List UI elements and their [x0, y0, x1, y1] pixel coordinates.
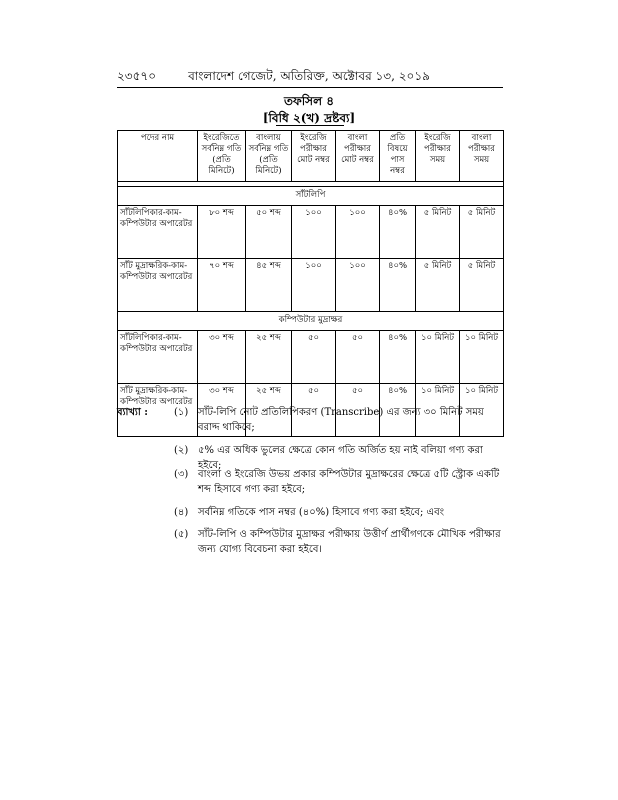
note-item	[174, 406, 503, 436]
section-title: সাঁটলিপি	[118, 187, 504, 206]
header-english-speed: ইংরেজিতে সর্বনিম্ন গতি (প্রতি মিনিটে)	[198, 131, 246, 182]
pass-marks-cell: ৪০%	[380, 259, 416, 312]
bangla-marks-cell: ১০০	[336, 259, 380, 312]
page-number: ২৩৫৭০	[117, 69, 156, 83]
bangla-speed-cell: ২৫ শব্দ	[246, 384, 292, 437]
table-row	[118, 206, 504, 259]
note-item	[174, 528, 503, 558]
bangla-marks-cell: ৫০	[336, 384, 380, 437]
english-speed-cell: ৩০ শব্দ	[198, 331, 246, 384]
post-name-cell: সাঁটলিপিকার-কাম-কম্পিউটার অপারেটর	[118, 331, 198, 384]
note-number: (৪)	[174, 507, 189, 518]
note-number: (৩)	[174, 469, 189, 480]
header-post-name: পদের নাম	[118, 131, 198, 182]
bangla-marks-cell: ১০০	[336, 206, 380, 259]
header-english-total-marks: ইংরেজি পরীক্ষার মোট নম্বর	[292, 131, 336, 182]
header-bangla-total-marks: বাংলা পরীক্ষার মোট নম্বর	[336, 131, 380, 182]
bangla-time-cell: ৫ মিনিট	[460, 206, 504, 259]
post-name-cell: সাঁট মুদ্রাক্ষরিক-কাম- কম্পিউটার অপারেটর	[118, 259, 198, 312]
english-time-cell: ৫ মিনিট	[416, 259, 460, 312]
bangla-speed-cell: ৪৫ শব্দ	[246, 259, 292, 312]
english-marks-cell: ৫০	[292, 331, 336, 384]
english-time-cell: ১০ মিনিট	[416, 331, 460, 384]
schedule-table	[117, 130, 504, 437]
notes-label: ব্যাখ্যা :	[117, 407, 148, 418]
section-row-computer-typing	[118, 312, 504, 331]
schedule-reference: [বিধি ২(খ) দ্রষ্টব্য]	[262, 111, 356, 125]
running-header: বাংলাদেশ গেজেট, অতিরিক্ত, অক্টোবর ১৩, ২০১৯	[188, 69, 430, 83]
note-text: সাঁট-লিপি ও কম্পিউটার মুদ্রাক্ষর পরীক্ষায় উত্তীর্ণ প্রার্থীগণকে মৌখিক পরীক্ষার জন্য যোগ্য বিবেচনা করা হইবে।	[198, 529, 501, 555]
header-bangla-speed: বাংলায় সর্বনিম্ন গতি (প্রতি মিনিটে)	[246, 131, 292, 182]
english-time-cell: ৫ মিনিট	[416, 206, 460, 259]
pass-marks-cell: ৪০%	[380, 331, 416, 384]
note-item	[174, 468, 503, 498]
post-name-cell: সাঁট মুদ্রাক্ষরিক-কাম-কম্পিউটার অপারেটর	[118, 384, 198, 437]
bangla-time-cell: ১০ মিনিট	[460, 384, 504, 437]
english-marks-cell: ১০০	[292, 206, 336, 259]
note-number: (২)	[174, 445, 189, 456]
table-row	[118, 259, 504, 312]
note-item	[174, 444, 503, 471]
section-row-shorthand	[118, 187, 504, 206]
section-title: কম্পিউটার মুদ্রাক্ষর	[118, 312, 504, 331]
note-number: (১)	[174, 407, 189, 418]
bangla-time-cell: ৫ মিনিট	[460, 259, 504, 312]
header-bangla-time: বাংলা পরীক্ষার সময়	[460, 131, 504, 182]
english-time-cell: ১০ মিনিট	[416, 384, 460, 437]
pass-marks-cell: ৪০%	[380, 384, 416, 437]
english-speed-cell: ৮০ শব্দ	[198, 206, 246, 259]
reference-underline	[276, 125, 344, 126]
english-speed-cell: ৭০ শব্দ	[198, 259, 246, 312]
post-name-cell: সাঁটলিপিকার-কাম-কম্পিউটার অপারেটর	[118, 206, 198, 259]
table-header-row	[118, 131, 504, 182]
note-text: বাংলা ও ইংরেজি উভয় প্রকার কম্পিউটার মুদ্রাক্ষরের ক্ষেত্রে ৫টি স্ট্রোক একটি শব্দ হিসাবে গণ্য করা হইবে;	[198, 469, 500, 495]
header-rule	[117, 87, 503, 88]
english-speed-cell: ৩০ শব্দ	[198, 384, 246, 437]
english-marks-cell: ১০০	[292, 259, 336, 312]
header-pass-marks: প্রতি বিষয়ে পাস নম্বর	[380, 131, 416, 182]
schedule-title: তফসিল ৪	[283, 94, 335, 108]
note-text: সাঁট-লিপি নোট প্রতিলিপিকরণ (Transcribe) এর জন্য ৩০ মিনিট সময় বরাদ্দ থাকিবে;	[198, 407, 484, 433]
bangla-time-cell: ১০ মিনিট	[460, 331, 504, 384]
table-row	[118, 331, 504, 384]
note-text: ৫% এর অধিক ভুলের ক্ষেত্রে কোন গতি অর্জিত হয় নাই বলিয়া গণ্য করা হইবে;	[198, 445, 483, 471]
bangla-speed-cell: ২৫ শব্দ	[246, 331, 292, 384]
bangla-marks-cell: ৫০	[336, 331, 380, 384]
header-english-time: ইংরেজি পরীক্ষার সময়	[416, 131, 460, 182]
note-text: সর্বনিম্ন গতিকে পাস নম্বর (৪০%) হিসাবে গণ্য করা হইবে; এবং	[198, 507, 445, 518]
note-number: (৫)	[174, 529, 189, 540]
note-item	[174, 506, 503, 524]
bangla-speed-cell: ৫০ শব্দ	[246, 206, 292, 259]
pass-marks-cell: ৪০%	[380, 206, 416, 259]
english-marks-cell: ৫০	[292, 384, 336, 437]
